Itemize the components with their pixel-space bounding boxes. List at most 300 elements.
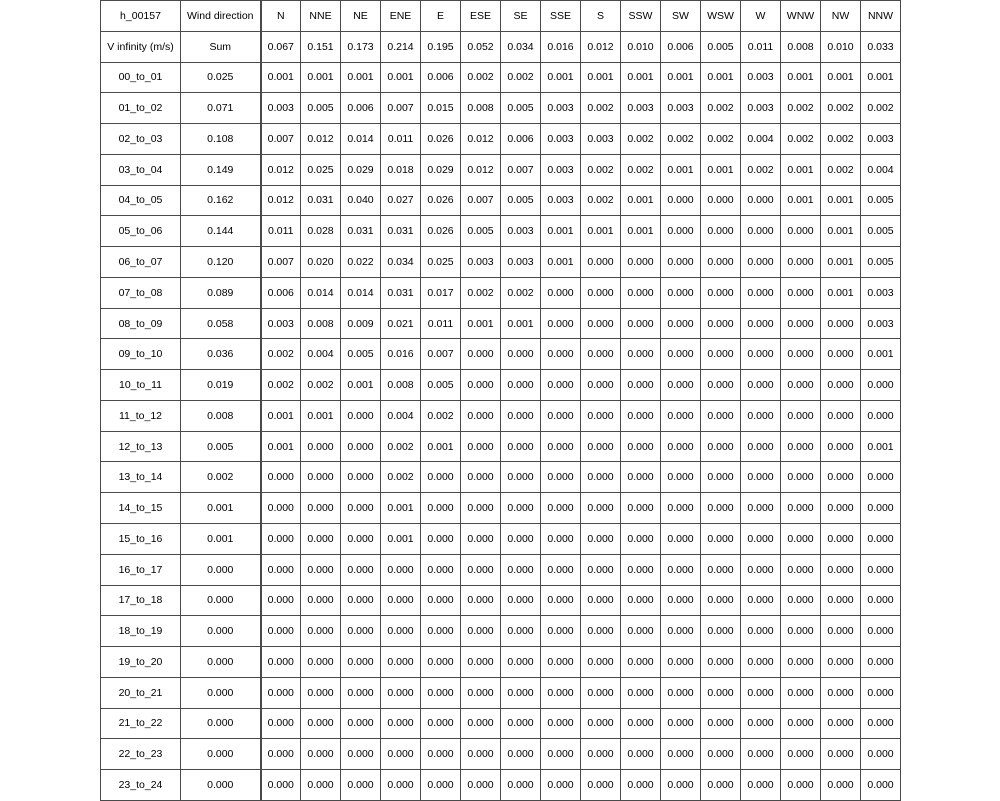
frequency-cell: 0.002 xyxy=(861,93,901,124)
frequency-cell: 0.002 xyxy=(821,93,861,124)
frequency-cell: 0.003 xyxy=(661,93,701,124)
frequency-cell: 0.000 xyxy=(621,247,661,278)
frequency-cell: 0.000 xyxy=(421,770,461,801)
frequency-cell: 0.000 xyxy=(581,585,621,616)
row-sum-cell: 0.089 xyxy=(181,277,261,308)
wind-frequency-table xyxy=(100,0,901,801)
frequency-cell: 0.000 xyxy=(541,370,581,401)
frequency-cell: 0.000 xyxy=(741,708,781,739)
frequency-cell: 0.000 xyxy=(621,339,661,370)
frequency-cell: 0.000 xyxy=(861,647,901,678)
frequency-cell: 0.000 xyxy=(861,677,901,708)
frequency-cell: 0.000 xyxy=(861,462,901,493)
speed-bin-label: 16_to_17 xyxy=(101,554,181,585)
frequency-cell: 0.031 xyxy=(381,216,421,247)
frequency-cell: 0.031 xyxy=(381,277,421,308)
header-row xyxy=(101,1,901,32)
frequency-cell: 0.011 xyxy=(421,308,461,339)
frequency-cell: 0.002 xyxy=(781,93,821,124)
direction-header-sw: SW xyxy=(661,1,701,32)
frequency-cell: 0.000 xyxy=(541,400,581,431)
frequency-cell: 0.000 xyxy=(741,493,781,524)
frequency-cell: 0.000 xyxy=(781,247,821,278)
frequency-cell: 0.001 xyxy=(381,493,421,524)
frequency-cell: 0.001 xyxy=(821,185,861,216)
speed-bin-label: 12_to_13 xyxy=(101,431,181,462)
frequency-cell: 0.001 xyxy=(781,154,821,185)
frequency-cell: 0.000 xyxy=(781,554,821,585)
table-row xyxy=(101,677,901,708)
frequency-cell: 0.000 xyxy=(581,339,621,370)
frequency-cell: 0.000 xyxy=(621,616,661,647)
frequency-cell: 0.000 xyxy=(341,493,381,524)
speed-bin-label: 18_to_19 xyxy=(101,616,181,647)
frequency-cell: 0.000 xyxy=(741,431,781,462)
frequency-cell: 0.031 xyxy=(301,185,341,216)
speed-bin-label: 09_to_10 xyxy=(101,339,181,370)
table-row xyxy=(101,185,901,216)
frequency-cell: 0.001 xyxy=(861,431,901,462)
frequency-cell: 0.000 xyxy=(701,247,741,278)
direction-sum-cell: 0.016 xyxy=(541,31,581,62)
frequency-cell: 0.000 xyxy=(741,462,781,493)
frequency-cell: 0.000 xyxy=(501,770,541,801)
row-sum-cell: 0.002 xyxy=(181,462,261,493)
frequency-cell: 0.000 xyxy=(701,647,741,678)
frequency-cell: 0.000 xyxy=(381,708,421,739)
frequency-cell: 0.000 xyxy=(461,524,501,555)
frequency-cell: 0.000 xyxy=(741,216,781,247)
frequency-cell: 0.000 xyxy=(621,400,661,431)
frequency-cell: 0.000 xyxy=(621,277,661,308)
frequency-cell: 0.001 xyxy=(421,431,461,462)
table-row xyxy=(101,370,901,401)
frequency-cell: 0.000 xyxy=(821,554,861,585)
row-sum-cell: 0.120 xyxy=(181,247,261,278)
frequency-cell: 0.001 xyxy=(661,62,701,93)
frequency-cell: 0.002 xyxy=(581,154,621,185)
wind-frequency-table-container xyxy=(100,0,900,800)
row-sum-cell: 0.001 xyxy=(181,493,261,524)
frequency-cell: 0.000 xyxy=(621,677,661,708)
row-sum-cell: 0.071 xyxy=(181,93,261,124)
speed-bin-label: 03_to_04 xyxy=(101,154,181,185)
frequency-cell: 0.000 xyxy=(781,308,821,339)
frequency-cell: 0.005 xyxy=(861,247,901,278)
row-sum-cell: 0.000 xyxy=(181,647,261,678)
direction-header-sse: SSE xyxy=(541,1,581,32)
frequency-cell: 0.000 xyxy=(541,554,581,585)
frequency-cell: 0.000 xyxy=(341,708,381,739)
row-sum-cell: 0.144 xyxy=(181,216,261,247)
speed-bin-label: 22_to_23 xyxy=(101,739,181,770)
frequency-cell: 0.000 xyxy=(581,493,621,524)
frequency-cell: 0.000 xyxy=(461,739,501,770)
frequency-cell: 0.000 xyxy=(541,462,581,493)
direction-sum-cell: 0.012 xyxy=(581,31,621,62)
direction-sum-cell: 0.010 xyxy=(821,31,861,62)
frequency-cell: 0.000 xyxy=(541,277,581,308)
frequency-cell: 0.000 xyxy=(701,308,741,339)
frequency-cell: 0.000 xyxy=(861,400,901,431)
frequency-cell: 0.014 xyxy=(301,277,341,308)
frequency-cell: 0.000 xyxy=(661,185,701,216)
frequency-cell: 0.001 xyxy=(341,370,381,401)
frequency-cell: 0.000 xyxy=(701,585,741,616)
table-row xyxy=(101,647,901,678)
frequency-cell: 0.000 xyxy=(661,616,701,647)
frequency-cell: 0.000 xyxy=(701,339,741,370)
frequency-cell: 0.025 xyxy=(421,247,461,278)
frequency-cell: 0.003 xyxy=(541,185,581,216)
frequency-cell: 0.000 xyxy=(701,400,741,431)
frequency-cell: 0.008 xyxy=(461,93,501,124)
frequency-cell: 0.000 xyxy=(501,739,541,770)
frequency-cell: 0.000 xyxy=(861,770,901,801)
frequency-cell: 0.000 xyxy=(261,739,301,770)
frequency-cell: 0.006 xyxy=(261,277,301,308)
frequency-cell: 0.000 xyxy=(581,524,621,555)
frequency-cell: 0.000 xyxy=(821,677,861,708)
frequency-cell: 0.000 xyxy=(301,524,341,555)
direction-sum-cell: 0.034 xyxy=(501,31,541,62)
frequency-cell: 0.000 xyxy=(261,493,301,524)
row-sum-cell: 0.000 xyxy=(181,554,261,585)
frequency-cell: 0.000 xyxy=(661,216,701,247)
frequency-cell: 0.000 xyxy=(541,524,581,555)
frequency-cell: 0.000 xyxy=(661,370,701,401)
frequency-cell: 0.000 xyxy=(461,400,501,431)
frequency-cell: 0.000 xyxy=(341,616,381,647)
frequency-cell: 0.000 xyxy=(341,431,381,462)
frequency-cell: 0.000 xyxy=(501,339,541,370)
speed-bin-label: 07_to_08 xyxy=(101,277,181,308)
frequency-cell: 0.002 xyxy=(661,124,701,155)
frequency-cell: 0.000 xyxy=(261,585,301,616)
frequency-cell: 0.002 xyxy=(581,185,621,216)
frequency-cell: 0.005 xyxy=(301,93,341,124)
frequency-cell: 0.000 xyxy=(701,216,741,247)
frequency-cell: 0.000 xyxy=(501,708,541,739)
frequency-cell: 0.000 xyxy=(861,493,901,524)
frequency-cell: 0.001 xyxy=(661,154,701,185)
table-row xyxy=(101,524,901,555)
frequency-cell: 0.004 xyxy=(301,339,341,370)
frequency-cell: 0.011 xyxy=(261,216,301,247)
frequency-cell: 0.000 xyxy=(781,770,821,801)
direction-header-nne: NNE xyxy=(301,1,341,32)
frequency-cell: 0.000 xyxy=(501,400,541,431)
frequency-cell: 0.003 xyxy=(861,124,901,155)
direction-header-n: N xyxy=(261,1,301,32)
row-sum-cell: 0.000 xyxy=(181,616,261,647)
frequency-cell: 0.000 xyxy=(741,647,781,678)
frequency-cell: 0.000 xyxy=(421,708,461,739)
frequency-cell: 0.000 xyxy=(701,708,741,739)
frequency-cell: 0.000 xyxy=(261,524,301,555)
row-sum-cell: 0.001 xyxy=(181,524,261,555)
frequency-cell: 0.000 xyxy=(341,462,381,493)
frequency-cell: 0.001 xyxy=(581,62,621,93)
frequency-cell: 0.000 xyxy=(421,677,461,708)
frequency-cell: 0.003 xyxy=(261,93,301,124)
frequency-cell: 0.000 xyxy=(821,524,861,555)
frequency-cell: 0.002 xyxy=(501,62,541,93)
frequency-cell: 0.000 xyxy=(541,647,581,678)
frequency-cell: 0.001 xyxy=(701,62,741,93)
frequency-cell: 0.003 xyxy=(861,308,901,339)
frequency-cell: 0.000 xyxy=(741,585,781,616)
speed-bin-label: 23_to_24 xyxy=(101,770,181,801)
direction-header-ese: ESE xyxy=(461,1,501,32)
frequency-cell: 0.000 xyxy=(821,339,861,370)
frequency-cell: 0.000 xyxy=(301,739,341,770)
frequency-cell: 0.000 xyxy=(301,677,341,708)
frequency-cell: 0.001 xyxy=(541,247,581,278)
frequency-cell: 0.004 xyxy=(741,124,781,155)
frequency-cell: 0.000 xyxy=(541,677,581,708)
direction-sum-cell: 0.033 xyxy=(861,31,901,62)
frequency-cell: 0.000 xyxy=(821,708,861,739)
frequency-cell: 0.000 xyxy=(461,339,501,370)
frequency-cell: 0.000 xyxy=(341,554,381,585)
sum-label: Sum xyxy=(181,31,261,62)
speed-bin-label: 20_to_21 xyxy=(101,677,181,708)
frequency-cell: 0.000 xyxy=(581,431,621,462)
frequency-cell: 0.000 xyxy=(461,493,501,524)
table-row xyxy=(101,277,901,308)
frequency-cell: 0.000 xyxy=(621,493,661,524)
frequency-cell: 0.002 xyxy=(261,339,301,370)
frequency-cell: 0.000 xyxy=(781,708,821,739)
direction-header-wsw: WSW xyxy=(701,1,741,32)
frequency-cell: 0.003 xyxy=(581,124,621,155)
frequency-cell: 0.000 xyxy=(741,185,781,216)
frequency-cell: 0.000 xyxy=(621,647,661,678)
frequency-cell: 0.001 xyxy=(261,431,301,462)
frequency-cell: 0.000 xyxy=(781,677,821,708)
frequency-cell: 0.000 xyxy=(821,308,861,339)
frequency-cell: 0.001 xyxy=(861,62,901,93)
frequency-cell: 0.000 xyxy=(461,647,501,678)
frequency-cell: 0.001 xyxy=(821,277,861,308)
speed-bin-label: 21_to_22 xyxy=(101,708,181,739)
frequency-cell: 0.000 xyxy=(661,431,701,462)
frequency-cell: 0.008 xyxy=(381,370,421,401)
speed-bin-label: 13_to_14 xyxy=(101,462,181,493)
frequency-cell: 0.007 xyxy=(421,339,461,370)
frequency-cell: 0.000 xyxy=(541,770,581,801)
table-row xyxy=(101,770,901,801)
frequency-cell: 0.000 xyxy=(621,370,661,401)
table-row xyxy=(101,339,901,370)
frequency-cell: 0.000 xyxy=(661,739,701,770)
frequency-cell: 0.001 xyxy=(461,308,501,339)
row-sum-cell: 0.025 xyxy=(181,62,261,93)
frequency-cell: 0.000 xyxy=(701,185,741,216)
frequency-cell: 0.000 xyxy=(421,647,461,678)
frequency-cell: 0.000 xyxy=(781,585,821,616)
frequency-cell: 0.000 xyxy=(701,554,741,585)
frequency-cell: 0.000 xyxy=(621,554,661,585)
frequency-cell: 0.000 xyxy=(301,647,341,678)
frequency-cell: 0.005 xyxy=(461,216,501,247)
table-row xyxy=(101,216,901,247)
frequency-cell: 0.000 xyxy=(261,554,301,585)
frequency-cell: 0.000 xyxy=(861,585,901,616)
frequency-cell: 0.000 xyxy=(861,524,901,555)
frequency-cell: 0.002 xyxy=(701,124,741,155)
speed-header: V infinity (m/s) xyxy=(101,31,181,62)
frequency-cell: 0.000 xyxy=(781,339,821,370)
frequency-cell: 0.002 xyxy=(821,154,861,185)
table-body xyxy=(101,1,901,801)
frequency-cell: 0.000 xyxy=(581,400,621,431)
table-row xyxy=(101,462,901,493)
frequency-cell: 0.001 xyxy=(781,62,821,93)
frequency-cell: 0.000 xyxy=(861,554,901,585)
frequency-cell: 0.002 xyxy=(261,370,301,401)
table-row xyxy=(101,739,901,770)
frequency-cell: 0.000 xyxy=(461,616,501,647)
frequency-cell: 0.002 xyxy=(381,431,421,462)
row-sum-cell: 0.149 xyxy=(181,154,261,185)
direction-sum-cell: 0.214 xyxy=(381,31,421,62)
frequency-cell: 0.000 xyxy=(861,616,901,647)
frequency-cell: 0.000 xyxy=(261,616,301,647)
frequency-cell: 0.001 xyxy=(301,62,341,93)
frequency-cell: 0.000 xyxy=(621,431,661,462)
frequency-cell: 0.000 xyxy=(701,462,741,493)
frequency-cell: 0.000 xyxy=(701,524,741,555)
frequency-cell: 0.000 xyxy=(421,739,461,770)
direction-sum-cell: 0.173 xyxy=(341,31,381,62)
frequency-cell: 0.000 xyxy=(781,370,821,401)
frequency-cell: 0.012 xyxy=(261,185,301,216)
frequency-cell: 0.034 xyxy=(381,247,421,278)
row-sum-cell: 0.019 xyxy=(181,370,261,401)
frequency-cell: 0.000 xyxy=(381,585,421,616)
frequency-cell: 0.001 xyxy=(261,62,301,93)
frequency-cell: 0.012 xyxy=(461,154,501,185)
frequency-cell: 0.005 xyxy=(861,185,901,216)
frequency-cell: 0.000 xyxy=(541,308,581,339)
row-sum-cell: 0.108 xyxy=(181,124,261,155)
table-row xyxy=(101,554,901,585)
frequency-cell: 0.001 xyxy=(821,216,861,247)
frequency-cell: 0.000 xyxy=(661,770,701,801)
frequency-cell: 0.000 xyxy=(821,585,861,616)
frequency-cell: 0.006 xyxy=(421,62,461,93)
direction-sum-cell: 0.008 xyxy=(781,31,821,62)
frequency-cell: 0.000 xyxy=(341,647,381,678)
frequency-cell: 0.001 xyxy=(501,308,541,339)
speed-bin-label: 15_to_16 xyxy=(101,524,181,555)
frequency-cell: 0.000 xyxy=(621,308,661,339)
table-row xyxy=(101,585,901,616)
frequency-cell: 0.000 xyxy=(501,431,541,462)
frequency-cell: 0.000 xyxy=(661,554,701,585)
frequency-cell: 0.031 xyxy=(341,216,381,247)
frequency-cell: 0.000 xyxy=(741,370,781,401)
frequency-cell: 0.005 xyxy=(421,370,461,401)
direction-header-w: W xyxy=(741,1,781,32)
direction-sum-cell: 0.195 xyxy=(421,31,461,62)
frequency-cell: 0.000 xyxy=(821,370,861,401)
frequency-cell: 0.000 xyxy=(301,616,341,647)
frequency-cell: 0.000 xyxy=(381,677,421,708)
frequency-cell: 0.002 xyxy=(701,93,741,124)
frequency-cell: 0.000 xyxy=(701,616,741,647)
table-row xyxy=(101,124,901,155)
frequency-cell: 0.002 xyxy=(421,400,461,431)
frequency-cell: 0.003 xyxy=(501,216,541,247)
frequency-cell: 0.000 xyxy=(501,493,541,524)
frequency-cell: 0.000 xyxy=(701,739,741,770)
frequency-cell: 0.000 xyxy=(661,400,701,431)
frequency-cell: 0.000 xyxy=(661,308,701,339)
frequency-cell: 0.007 xyxy=(501,154,541,185)
frequency-cell: 0.000 xyxy=(381,770,421,801)
frequency-cell: 0.001 xyxy=(821,247,861,278)
frequency-cell: 0.000 xyxy=(821,647,861,678)
frequency-cell: 0.001 xyxy=(301,400,341,431)
frequency-cell: 0.000 xyxy=(581,277,621,308)
frequency-cell: 0.000 xyxy=(381,616,421,647)
frequency-cell: 0.000 xyxy=(581,308,621,339)
row-sum-cell: 0.058 xyxy=(181,308,261,339)
speed-bin-label: 08_to_09 xyxy=(101,308,181,339)
frequency-cell: 0.000 xyxy=(741,400,781,431)
frequency-cell: 0.000 xyxy=(701,370,741,401)
frequency-cell: 0.000 xyxy=(421,462,461,493)
frequency-cell: 0.000 xyxy=(701,493,741,524)
speed-bin-label: 06_to_07 xyxy=(101,247,181,278)
frequency-cell: 0.000 xyxy=(581,770,621,801)
frequency-cell: 0.000 xyxy=(581,616,621,647)
frequency-cell: 0.007 xyxy=(381,93,421,124)
frequency-cell: 0.000 xyxy=(501,616,541,647)
frequency-cell: 0.000 xyxy=(541,708,581,739)
frequency-cell: 0.000 xyxy=(861,708,901,739)
row-sum-cell: 0.005 xyxy=(181,431,261,462)
frequency-cell: 0.000 xyxy=(661,585,701,616)
frequency-cell: 0.000 xyxy=(621,739,661,770)
speed-bin-label: 17_to_18 xyxy=(101,585,181,616)
direction-header-nw: NW xyxy=(821,1,861,32)
frequency-cell: 0.000 xyxy=(541,431,581,462)
frequency-cell: 0.000 xyxy=(701,431,741,462)
frequency-cell: 0.000 xyxy=(541,585,581,616)
frequency-cell: 0.000 xyxy=(461,677,501,708)
frequency-cell: 0.009 xyxy=(341,308,381,339)
frequency-cell: 0.000 xyxy=(341,739,381,770)
frequency-cell: 0.000 xyxy=(621,770,661,801)
frequency-cell: 0.000 xyxy=(381,647,421,678)
frequency-cell: 0.000 xyxy=(621,708,661,739)
frequency-cell: 0.026 xyxy=(421,124,461,155)
frequency-cell: 0.000 xyxy=(661,708,701,739)
table-row xyxy=(101,62,901,93)
frequency-cell: 0.002 xyxy=(301,370,341,401)
frequency-cell: 0.000 xyxy=(661,647,701,678)
frequency-cell: 0.000 xyxy=(821,431,861,462)
frequency-cell: 0.016 xyxy=(381,339,421,370)
direction-sum-cell: 0.010 xyxy=(621,31,661,62)
frequency-cell: 0.000 xyxy=(341,770,381,801)
direction-header-wnw: WNW xyxy=(781,1,821,32)
frequency-cell: 0.000 xyxy=(461,462,501,493)
